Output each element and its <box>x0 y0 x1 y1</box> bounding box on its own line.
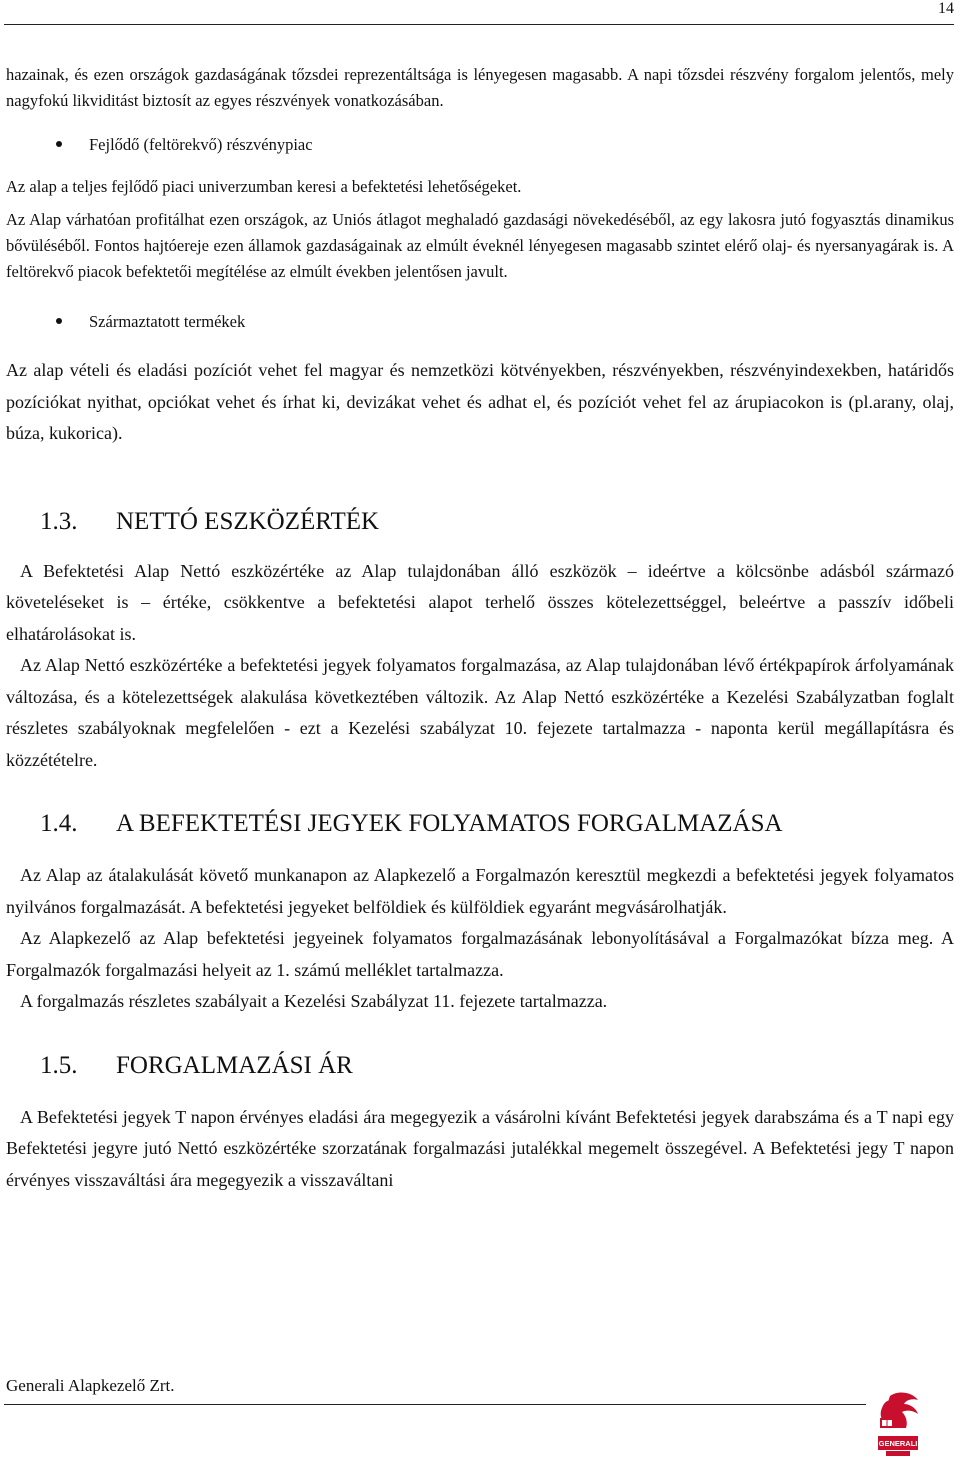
section-number: 1.4. <box>40 810 78 837</box>
section-number: 1.3. <box>40 507 78 535</box>
paragraph-distribution-start: Az Alap az átalakulását követő munkanapon az Alapkezelő a Forgalmazón keresztül megkezdi a befektetési jegyek folyamatos nyilvános forgalmazását. A befektetési jegyeket belföldiek és külföldiek egyaránt megvásárolhatják. <box>6 865 954 917</box>
paragraph-derivatives: Az alap vételi és eladási pozíciót vehet fel magyar és nemzetközi kötvényekben, részvényekben, részvényindexekben, határidős pozíciókat nyithat, opciókat vehet és írhat ki, devizákat vehet és adhat el, és pozíciót vehet fel az árupiacokon is (pl.arany, olaj, búza, kukorica). <box>6 360 954 443</box>
bullet-dot-icon <box>56 318 62 324</box>
paragraph-distribution-rules: A forgalmazás részletes szabályait a Kezelési Szabályzat 11. fejezete tartalmazza. <box>20 991 608 1011</box>
footer-rule <box>4 1404 866 1405</box>
paragraph-intro: hazainak, és ezen országok gazdaságának tőzsdei reprezentáltsága is lényegesen magasabb. A napi tőzsdei részvény forgalom jelentős, mely nagyfokú likviditást biztosít az egyes részvények vonatkozásában. <box>6 65 954 110</box>
section-heading-1-5 <box>6 1046 954 1086</box>
section-number: 1.5. <box>40 1051 78 1079</box>
bullet-label: Fejlődő (feltörekvő) részvénypiac <box>89 135 313 154</box>
paragraph-nav-change: Az Alap Nettó eszközértéke a befektetési jegyek folyamatos forgalmazása, az Alap tulajdonában lévő értékpapírok árfolyamának változása, és a kötelezettségek alakulása következtében változik. Az Alap Nettó eszközértéke a Kezelési Szabályzatban foglalt részletes szabályoknak megfelelően - ezt a Kezelési szabályzat 10. fejezete tartalmazza - naponta kerül megállapításra és közzétételre. <box>6 655 954 770</box>
section-title: NETTÓ ESZKÖZÉRTÉK <box>116 507 380 535</box>
paragraph-nav-definition: A Befektetési Alap Nettó eszközértéke az Alap tulajdonában álló eszközök – ideértve a kölcsönbe adásból származó követeléseket is – értéke, csökkentve a befektetési alapot terhelő összes kötelezettséggel, beleértve a passzív időbeli elhatárolásokat is. <box>6 560 954 644</box>
paragraph-emerging-universe: Az alap a teljes fejlődő piaci univerzumban keresi a befektetési lehetőségeket. <box>6 177 522 196</box>
page-content <box>6 62 954 1196</box>
generali-logo-icon <box>868 1388 928 1458</box>
paragraph-emerging-growth: Az Alap várhatóan profitálhat ezen országok, az Uniós átlagot meghaladó gazdasági növekedéséből, az egy lakosra jutó fogyasztás dinamikus bővüléséből. Fontos hajtóereje ezen államok gazdaságainak az elmúlt éveknél lényegesen magasabb szintet elérő olaj- és nyersanyagárak is. A feltörekvő piacok befektetői megítélése az elmúlt években jelentősen javult. <box>6 210 954 281</box>
bullet-item-derivatives <box>6 309 954 335</box>
paragraph-distributors: Az Alapkezelő az Alap befektetési jegyeinek folyamatos forgalmazásának lebonyolításával a Forgalmazókat bízza meg. A Forgalmazók forgalmazási helyeit az 1. számú melléklet tartalmazza. <box>6 928 954 980</box>
bullet-dot-icon <box>56 141 62 147</box>
section-heading-1-3 <box>6 502 954 542</box>
footer-company-name: Generali Alapkezelő Zrt. <box>6 1376 175 1395</box>
section-title: FORGALMAZÁSI ÁR <box>116 1051 353 1079</box>
section-title: A BEFEKTETÉSI JEGYEK FOLYAMATOS FORGALMAZÁSA <box>116 810 783 837</box>
paragraph-price: A Befektetési jegyek T napon érvényes eladási ára megegyezik a vásárolni kívánt Befektetési jegyek darabszáma és a T napi egy Befektetési jegyre jutó Nettó eszközértéke szorzatának forgalmazási jutalékkal megemelt összegével. A Befektetési jegy T napon érvényes visszaváltási ára megegyezik a visszaváltani <box>6 1106 954 1190</box>
bullet-item-emerging-markets <box>6 132 954 158</box>
header-rule <box>4 24 954 25</box>
bullet-label: Származtatott termékek <box>89 312 246 331</box>
section-heading-1-4 <box>6 804 954 844</box>
page-number: 14 <box>938 0 954 17</box>
logo-text: GENERALI <box>878 1439 918 1448</box>
